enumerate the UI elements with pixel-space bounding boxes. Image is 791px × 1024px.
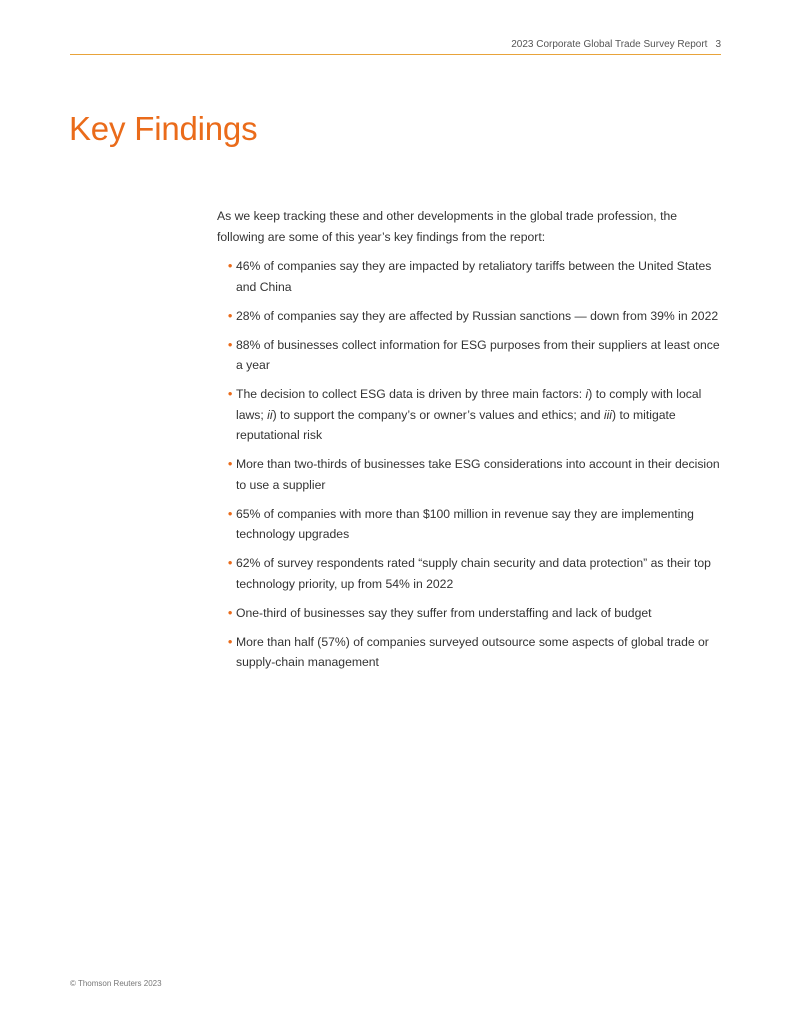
report-title: 2023 Corporate Global Trade Survey Report (511, 39, 708, 50)
finding-item (228, 306, 722, 327)
bullet-icon: • (228, 259, 233, 273)
main-content (217, 206, 722, 681)
running-header (511, 39, 721, 50)
bullet-icon: • (228, 457, 233, 471)
finding-text: 62% of survey respondents rated “supply chain security and data protection” as their top technology priority, up from 54% in 2022 (236, 556, 711, 591)
finding-text: 65% of companies with more than $100 million in revenue say they are implementing technology upgrades (236, 506, 694, 541)
finding-text: More than two-thirds of businesses take ESG considerations into account in their decision to use a supplier (236, 457, 720, 492)
finding-text: One-third of businesses say they suffer from understaffing and lack of budget (236, 605, 652, 620)
finding-item (228, 603, 722, 624)
finding-item (228, 553, 722, 594)
finding-item (228, 454, 722, 495)
intro-paragraph: As we keep tracking these and other developments in the global trade profession, the following are some of this year’s key findings from the report: (217, 209, 678, 244)
finding-text: 46% of companies say they are impacted by retaliatory tariffs between the United States and China (236, 259, 712, 294)
page-title: Key Findings (69, 110, 258, 147)
finding-text: The decision to collect ESG data is driven by three main factors: i) to comply with local laws; ii) to support the company’s or owner’s values and ethics; and iii) to mitigate reputational risk (236, 387, 702, 442)
finding-text: 88% of businesses collect information for ESG purposes from their suppliers at least once a year (236, 337, 720, 372)
bullet-icon: • (228, 387, 233, 401)
bullet-icon: • (228, 308, 233, 323)
bullet-icon: • (228, 556, 233, 570)
header-rule (70, 54, 721, 55)
finding-item (228, 256, 722, 297)
finding-text: More than half (57%) of companies surveyed outsource some aspects of global trade or supply-chain management (236, 634, 709, 669)
findings-list (217, 256, 722, 673)
finding-item (228, 384, 722, 446)
copyright-footer: © Thomson Reuters 2023 (70, 979, 162, 988)
finding-item (228, 632, 722, 673)
bullet-icon: • (228, 605, 233, 620)
finding-item (228, 335, 722, 376)
page-number: 3 (715, 39, 721, 50)
finding-text: 28% of companies say they are affected by Russian sanctions — down from 39% in 2022 (236, 308, 719, 323)
finding-item (228, 504, 722, 545)
bullet-icon: • (228, 337, 233, 352)
bullet-icon: • (228, 506, 233, 521)
bullet-icon: • (228, 634, 233, 649)
